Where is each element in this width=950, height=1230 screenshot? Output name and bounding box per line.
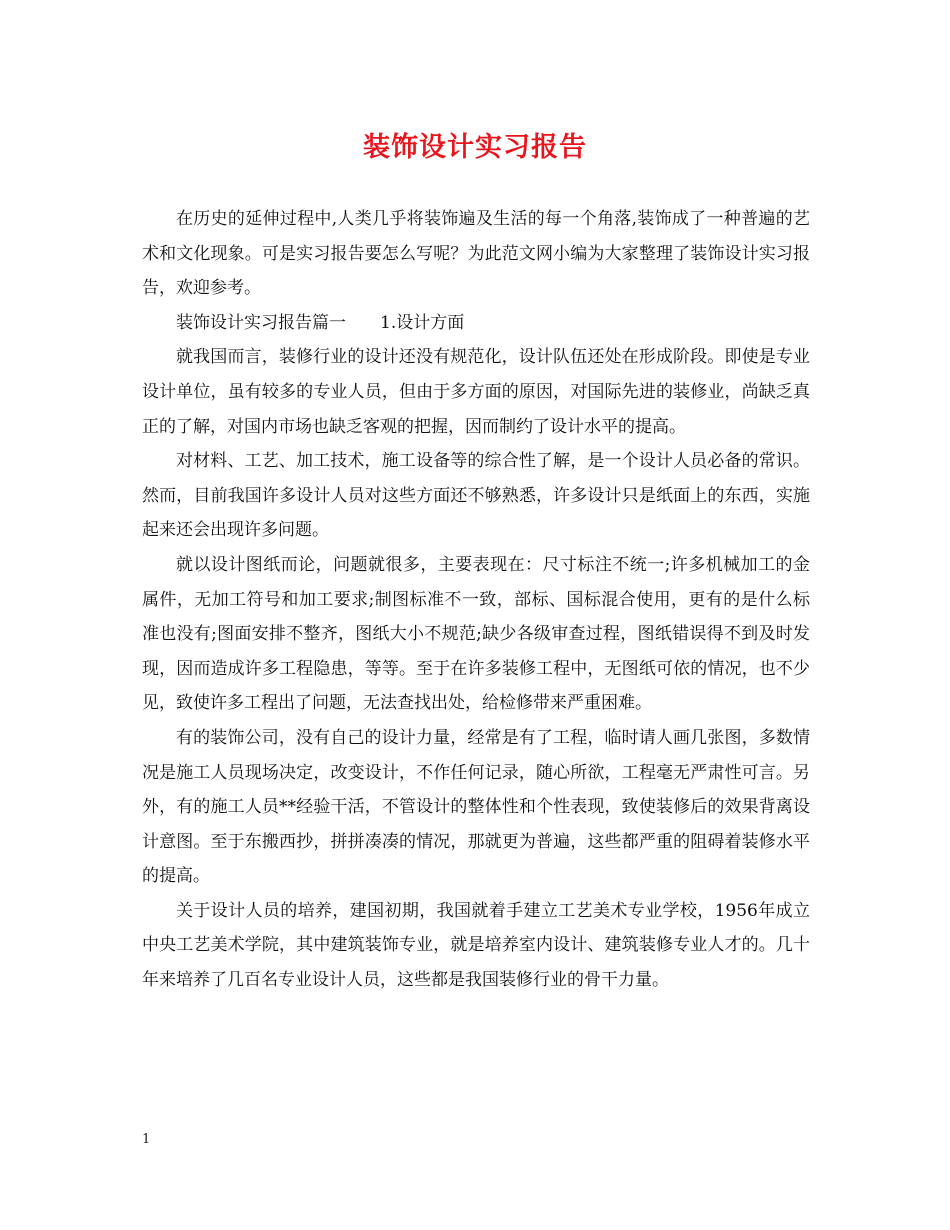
document-title: 装饰设计实习报告 xyxy=(363,132,587,163)
paragraph-intro: 在历史的延伸过程中,人类几乎将装饰遍及生活的每一个角落,装饰成了一种普遍的艺术和文化现象。可是实习报告要怎么写呢？为此范文网小编为大家整理了装饰设计实习报告，欢迎参考。 xyxy=(142,209,810,299)
paragraph-companies: 有的装饰公司，没有自己的设计力量，经常是有了工程，临时请人画几张图，多数情况是施工人员现场决定，改变设计，不作任何记录，随心所欲，工程毫无严肃性可言。另外，有的施工人员**经验干活，不管设计的整体性和个性表现，致使装修后的效果背离设计意图。至于东搬西抄，拼拼凑凑的情况，那就更为普遍，这些都严重的阻碍着装修水平的提高。 xyxy=(142,727,810,887)
section-heading: 装饰设计实习报告篇一 1.设计方面 xyxy=(176,312,465,333)
paragraph-drawings: 就以设计图纸而论，问题就很多，主要表现在：尺寸标注不统一;许多机械加工的金属件，无加工符号和加工要求;制图标准不一致，部标、国标混合使用，更有的是什么标准也没有;图面安排不整齐，图纸大小不规范;缺少各级审查过程，图纸错误得不到及时发现，因而造成许多工程隐患，等等。至于在许多装修工程中，无图纸可依的情况，也不少见，致使许多工程出了问题，无法查找出处，给检修带来严重困难。 xyxy=(142,554,810,714)
paragraph-training: 关于设计人员的培养，建国初期，我国就着手建立工艺美术专业学校，1956年成立中央工艺美术学院，其中建筑装饰专业，就是培养室内设计、建筑装修专业人才的。几十年来培养了几百名专业设计人员，这些都是我国装修行业的骨干力量。 xyxy=(142,900,810,991)
paragraph-materials: 对材料、工艺、加工技术，施工设备等的综合性了解，是一个设计人员必备的常识。然而，目前我国许多设计人员对这些方面还不够熟悉，许多设计只是纸面上的东西，实施起来还会出现许多问题。 xyxy=(142,451,810,541)
document-body xyxy=(142,202,810,998)
paragraph-design-status: 就我国而言，装修行业的设计还没有规范化，设计队伍还处在形成阶段。即使是专业设计单位，虽有较多的专业人员，但由于多方面的原因，对国际先进的装修业，尚缺乏真正的了解，对国内市场也缺乏客观的把握，因而制约了设计水平的提高。 xyxy=(142,347,810,437)
page-number: 1 xyxy=(142,1132,151,1147)
